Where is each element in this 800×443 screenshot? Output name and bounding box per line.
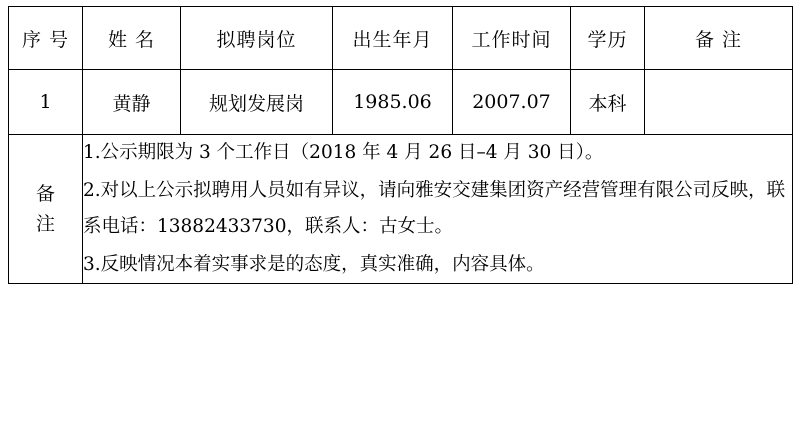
cell-note [645,70,793,135]
remarks-label-char-1: 备 [35,182,55,205]
header-cell-work-start: 工作时间 [453,7,571,70]
cell-name: 黄静 [83,70,181,135]
cell-work-start: 2007.07 [453,70,571,135]
header-cell-seq: 序 号 [9,7,83,70]
candidate-publicity-table [8,6,793,284]
header-cell-note: 备 注 [645,7,793,70]
header-cell-post: 拟聘岗位 [181,7,333,70]
cell-birth: 1985.06 [333,70,453,135]
cell-seq: 1 [9,70,83,135]
table-header-row [9,7,793,70]
remarks-content [83,135,793,284]
remarks-line-1: 1.公示期限为 3 个工作日（2018 年 4 月 26 日–4 月 30 日）。 [83,142,604,163]
header-cell-birth: 出生年月 [333,7,453,70]
cell-education: 本科 [571,70,645,135]
table-row [9,70,793,135]
remarks-label-char-2: 注 [35,213,55,236]
remarks-row [9,135,793,284]
header-cell-name: 姓 名 [83,7,181,70]
cell-post: 规划发展岗 [181,70,333,135]
remarks-line-2: 2.对以上公示拟聘用人员如有异议，请向雅安交建集团资产经营管理有限公司反映，联系电话：13882433730，联系人：古女士。 [83,180,786,238]
remarks-line-3: 3.反映情况本着实事求是的态度，真实准确，内容具体。 [83,254,545,276]
remarks-label [9,135,83,284]
header-cell-education: 学历 [571,7,645,70]
